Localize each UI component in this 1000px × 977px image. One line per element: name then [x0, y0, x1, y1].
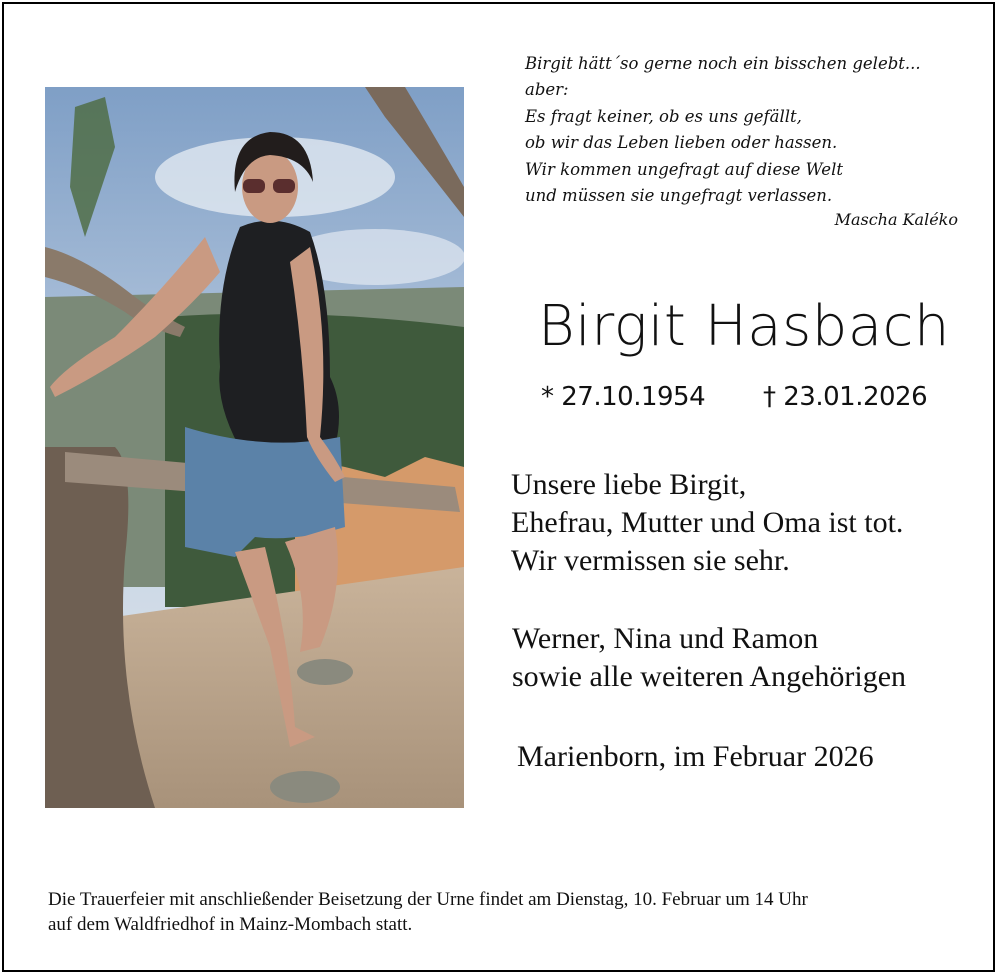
birth-date: * 27.10.1954 — [541, 382, 706, 412]
message-line: Unsere liebe Birgit, — [511, 468, 747, 501]
poem — [525, 51, 965, 209]
poem-line: aber: — [525, 80, 569, 100]
family-line: sowie alle weiteren Angehörigen — [512, 660, 907, 693]
family-line: Werner, Nina und Ramon — [512, 622, 819, 655]
funeral-line: auf dem Waldfriedhof in Mainz-Mombach statt. — [48, 914, 413, 935]
sunglasses-right — [273, 179, 295, 193]
death-date: † 23.01.2026 — [763, 382, 928, 412]
poem-line: Birgit hätt´so gerne noch ein bisschen gelebt... — [525, 54, 921, 73]
family-signature — [512, 620, 906, 696]
funeral-notice — [48, 887, 978, 937]
mourning-message — [511, 466, 903, 580]
obituary-frame — [2, 2, 995, 972]
portrait-photo — [45, 87, 464, 808]
message-line: Wir vermissen sie sehr. — [511, 544, 790, 577]
poem-line: Es fragt keiner, ob es uns gefällt, — [525, 106, 802, 126]
portrait-illustration — [45, 87, 464, 808]
funeral-line: Die Trauerfeier mit anschließender Beisetzung der Urne findet am Dienstag, 10. Februar um 14 Uhr — [48, 889, 808, 910]
poem-author: Mascha Kaléko — [834, 210, 958, 229]
shoe — [270, 771, 340, 803]
poem-line: ob wir das Leben lieben oder hassen. — [525, 133, 838, 153]
shoe — [297, 659, 353, 685]
place-and-date: Marienborn, im Februar 2026 — [517, 740, 874, 773]
poem-line: und müssen sie ungefragt verlassen. — [525, 186, 833, 206]
poem-line: Wir kommen ungefragt auf diese Welt — [525, 159, 843, 179]
message-line: Ehefrau, Mutter und Oma ist tot. — [511, 506, 904, 539]
sunglasses-left — [243, 179, 265, 193]
deceased-name: Birgit Hasbach — [538, 294, 950, 359]
